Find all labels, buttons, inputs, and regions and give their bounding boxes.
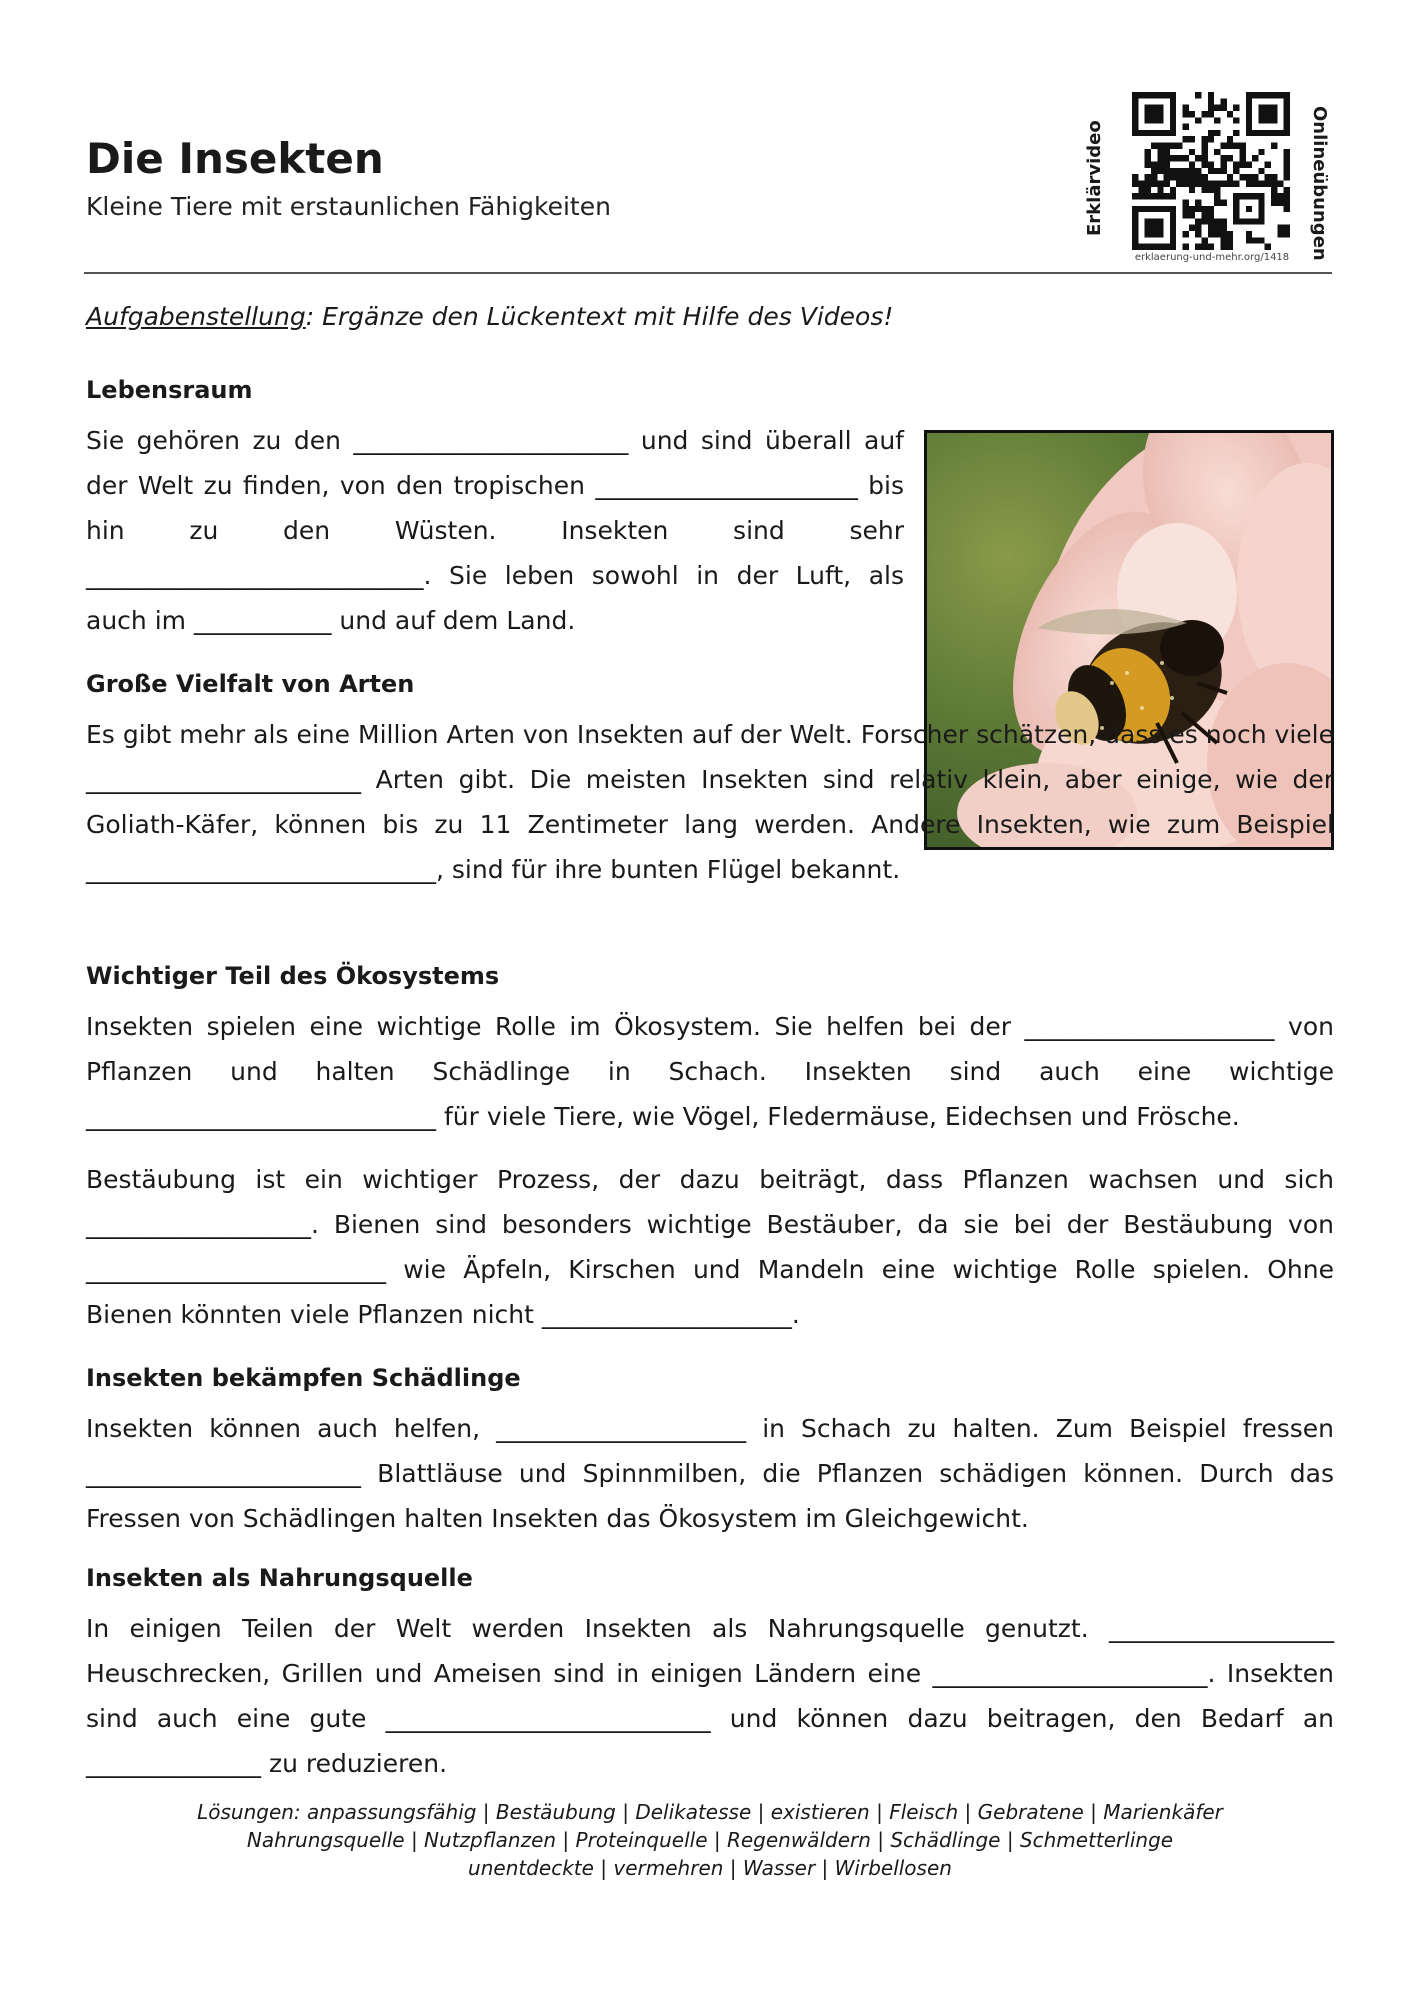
task-instruction [86,302,893,331]
qr-url: erklaerung-und-mehr.org/1418 [1134,252,1290,263]
section-text [86,712,1334,892]
section-heading: Lebensraum [86,376,253,404]
qr-exercises-label: Onlineübungen [1309,106,1330,261]
section-heading: Große Vielfalt von Arten [86,670,415,698]
section-text: Insekten können auch helfen, ____________________ in Schach zu halten. Zum Beispiel fressen ______________________ Blattläuse und Spinnmilben, die Pflanzen schädigen können. Durch das Fressen von Schädlingen halten Insekten das Ökosystem im Gleichgewicht. [86,1414,1334,1533]
section-heading: Insekten bekämpfen Schädlinge [86,1364,521,1392]
page-title: Die Insekten [86,134,384,183]
task-label: Aufgabenstellung [86,302,306,331]
section-nahrung [86,1564,1334,1786]
section-text: Insekten spielen eine wichtige Rolle im Ökosystem. Sie helfen bei der ____________________ von Pflanzen und halten Schädlinge in Schach. Insekten sind auch eine wichtige ____________________________ für viele Tiere, wie Vögel, Fledermäuse, Eidechsen und Frösche. [86,1012,1334,1131]
section-text: Sie gehören zu den ______________________ und sind überall auf der Welt zu finden, von den tropischen _____________________ bis hin zu den Wüsten. Insekten sind sehr ___________________________. Sie leben sowohl in der Luft, als auch im ___________ und auf dem Land. [86,426,904,635]
section-schaedlinge [86,1364,1334,1541]
solutions-list [120,1798,1300,1882]
section-text: In einigen Teilen der Welt werden Insekten als Nahrungsquelle genutzt. __________________ Heuschrecken, Grillen und Ameisen sind in einigen Ländern eine ______________________. Insekten sind auch eine gute __________________________ und können dazu beitragen, den Bedarf an ______________ zu reduzieren. [86,1614,1334,1778]
task-colon: : [305,302,315,331]
vielfalt-text: Es gibt mehr als eine Million Arten von Insekten auf der Welt. Forscher schätzen, dass es noch viele ______________________ Arten gibt. Die meisten Insekten sind relativ klein, aber einige, wie der Goliath-Käfer, können bis zu 11 Zentimeter lang werden. Andere Insekten, wie zum Beispiel ____________________________, sind für ihre bunten Flügel bekannt. [86,720,1334,884]
section-heading: Wichtiger Teil des Ökosystems [86,962,500,990]
section-text: Bestäubung ist ein wichtiger Prozess, der dazu beiträgt, dass Pflanzen wachsen und sich __________________. Bienen sind besonders wichtige Bestäuber, da sie bei der Bestäubung von ________________________ wie Äpfeln, Kirschen und Mandeln eine wichtige Rolle spielen. Ohne Bienen könnten viele Pflanzen nicht ____________________. [86,1165,1334,1329]
task-text: Ergänze den Lückentext mit Hilfe des Videos! [314,302,894,331]
solutions-line: Lösungen: anpassungsfähig | Bestäubung | Delikatesse | existieren | Fleisch | Gebratene | Marienkäfer [197,1800,1223,1824]
header-divider [84,272,1332,274]
page-subtitle: Kleine Tiere mit erstaunlichen Fähigkeiten [86,192,611,221]
solutions-line: Nahrungsquelle | Nutzpflanzen | Proteinquelle | Regenwäldern | Schädlinge | Schmetterlinge [246,1828,1174,1852]
section-oekosystem [86,962,1334,1337]
qr-code-icon[interactable] [1132,92,1290,250]
section-heading: Insekten als Nahrungsquelle [86,1564,473,1592]
solutions-line: unentdeckte | vermehren | Wasser | Wirbellosen [468,1856,952,1880]
qr-video-label: Erklärvideo [1084,120,1105,236]
section-vielfalt [86,670,1334,892]
